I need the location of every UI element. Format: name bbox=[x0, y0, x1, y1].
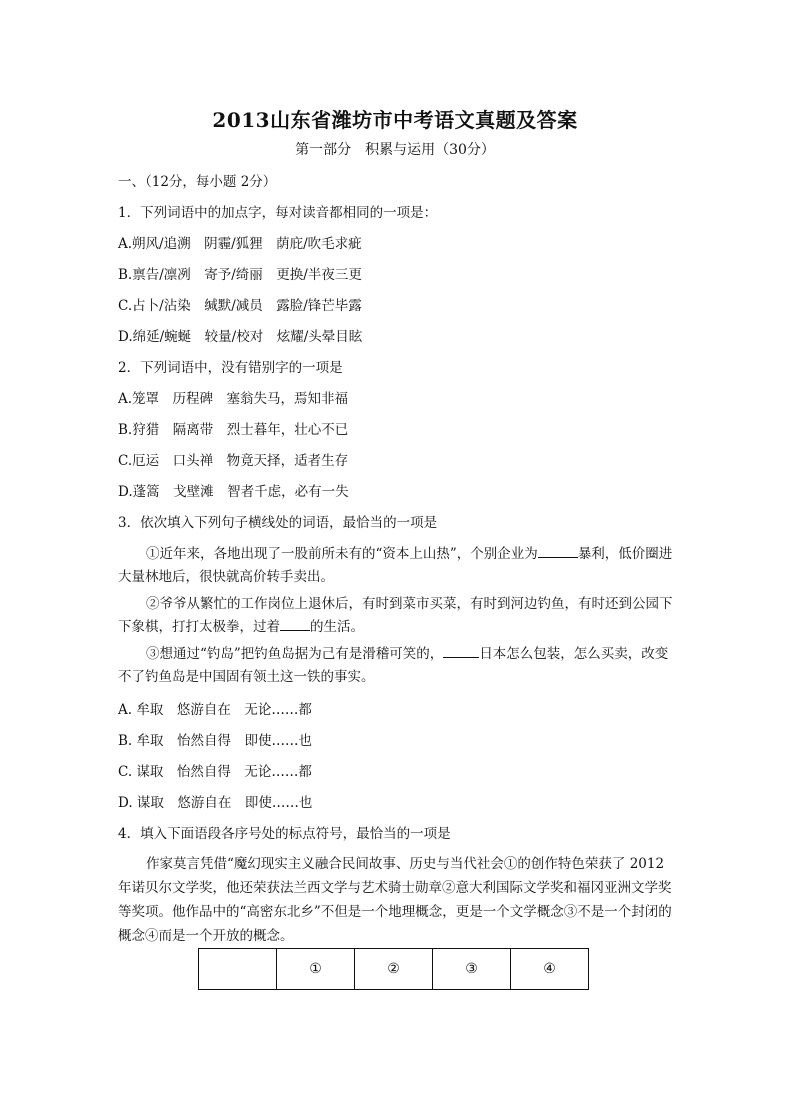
question-3-sentence-2 bbox=[118, 593, 678, 639]
question-1-option-a: A.朔风/追溯 阴霾/狐狸 荫庇/吹毛求疵 bbox=[118, 236, 362, 252]
question-1-stem: 1．下列词语中的加点字，每对读音都相同的一项是： bbox=[118, 205, 438, 221]
question-1-option-c: C.占卜/沾染 缄默/减员 露脸/锋芒毕露 bbox=[118, 298, 362, 314]
fill-blank bbox=[280, 616, 310, 631]
question-3-option-a: A. 牟取 悠游自在 无论……都 bbox=[118, 702, 312, 718]
exam-content bbox=[118, 167, 678, 952]
table-cell-3: ③ bbox=[433, 949, 511, 990]
question-3-sentence-1 bbox=[118, 543, 678, 589]
question-2-option-d: D.蓬篙 戈壁滩 智者千虑，必有一失 bbox=[118, 484, 349, 500]
question-3-stem: 3．依次填入下列句子横线处的词语，最恰当的一项是 bbox=[118, 515, 438, 531]
fill-blank bbox=[443, 643, 479, 658]
table-row bbox=[199, 949, 589, 990]
question-2-option-a: A.笼罩 历程碑 塞翁失马，焉知非福 bbox=[118, 391, 349, 407]
question-1-option-b: B.禀告/凛冽 寄予/绮丽 更换/半夜三更 bbox=[118, 267, 362, 283]
page-title: 2013山东省潍坊市中考语文真题及答案 bbox=[212, 108, 578, 132]
sentence-1-text-after: 暴利，低价圈进大量林地后，很快就高价转手卖出。 bbox=[118, 546, 673, 585]
punctuation-answer-table bbox=[198, 948, 589, 990]
question-2-option-b: B.狩猎 隔离带 烈士暮年，壮心不已 bbox=[118, 422, 349, 438]
question-3-option-d: D. 谋取 悠游自在 即使……也 bbox=[118, 795, 313, 811]
table-cell-blank bbox=[199, 949, 277, 990]
question-2-stem: 2．下列词语中，没有错别字的一项是 bbox=[118, 360, 343, 376]
question-3-option-c: C. 谋取 怡然自得 无论……都 bbox=[118, 764, 312, 780]
question-4-stem: 4．填入下面语段各序号处的标点符号，最恰当的一项是 bbox=[118, 826, 451, 842]
section-subtitle: 第一部分 积累与运用（30分） bbox=[295, 142, 495, 158]
question-3-sentence-3 bbox=[118, 643, 678, 689]
sentence-3-text-before: ③想通过“钓岛”把钓鱼岛据为己有是滑稽可笑的， bbox=[146, 646, 444, 662]
question-3-option-b: B. 牟取 怡然自得 即使……也 bbox=[118, 733, 313, 749]
section-heading: 一、（12分，每小题 2分） bbox=[118, 174, 277, 190]
sentence-2-text-after: 的生活。 bbox=[310, 619, 364, 635]
question-4-passage: 作家莫言凭借“魔幻现实主义融合民间故事、历史与当代社会①的创作特色荣获了 2012 年诺贝尔文学奖，他还荣获法兰西文学与艺术骑士勋章②意大利国际文学奖和福冈亚洲文学奖等奖项。他作品中的“高密东北乡”不但是一个地理概念，更是一个文学概念③不是一个封闭的概念④而是一个开放的概念。 bbox=[118, 856, 672, 944]
table-cell-4: ④ bbox=[511, 949, 589, 990]
question-2-option-c: C.厄运 口头禅 物竟天择，适者生存 bbox=[118, 453, 349, 469]
sentence-3-text-after: 日本怎么包装，怎么买卖，改变不了钓鱼岛是中国固有领土这一铁的事实。 bbox=[118, 646, 669, 685]
sentence-1-text-before: ①近年来，各地出现了一股前所未有的“资本上山热”，个别企业为 bbox=[146, 546, 538, 562]
question-1-option-d: D.绵延/蜿蜒 较量/校对 炫耀/头晕目眩 bbox=[118, 329, 363, 345]
fill-blank bbox=[538, 543, 578, 558]
sentence-2-text-before: ②爷爷从繁忙的工作岗位上退休后，有时到菜市买菜，有时到河边钓鱼，有时还到公园下下象棋，打打太极拳，过着 bbox=[118, 596, 673, 635]
table-cell-2: ② bbox=[355, 949, 433, 990]
table-cell-1: ① bbox=[277, 949, 355, 990]
